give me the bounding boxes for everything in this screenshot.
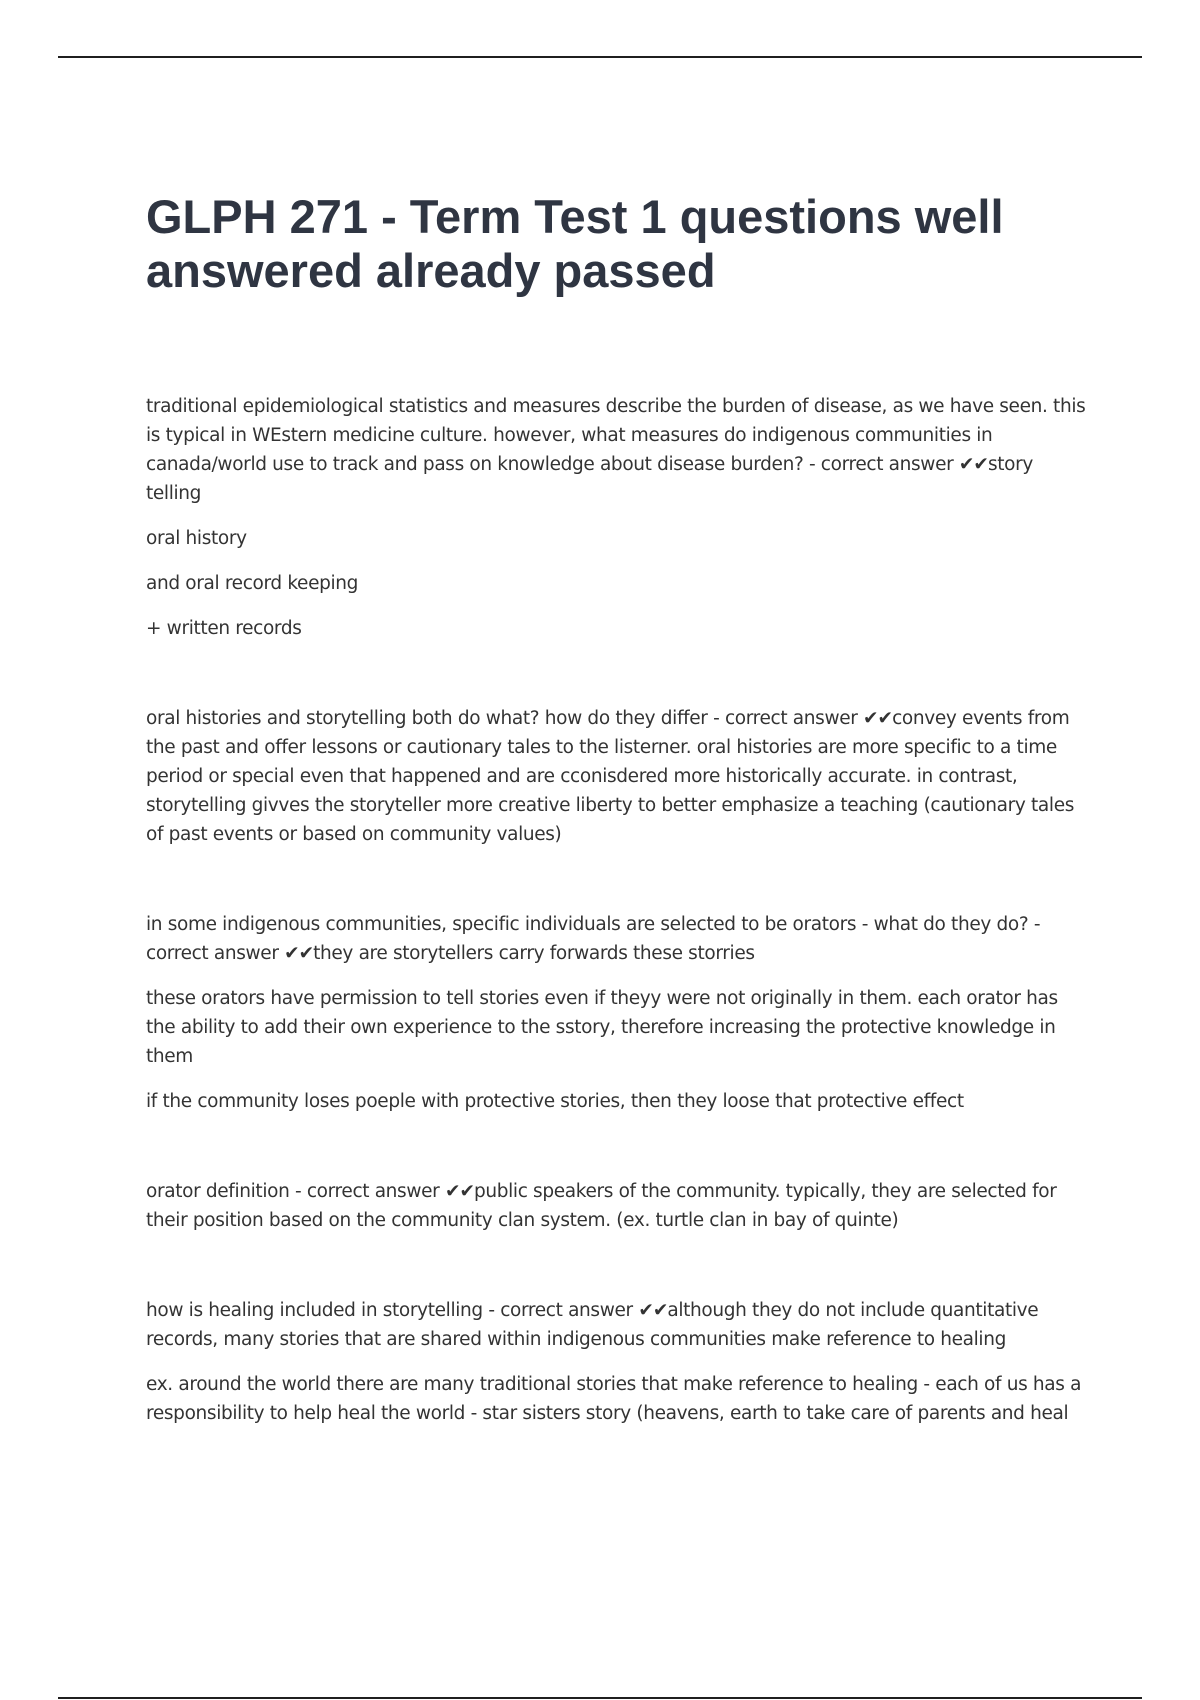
qa-item [146, 1296, 1086, 1428]
check-marks: ✔✔ [958, 454, 988, 475]
check-marks: ✔✔ [638, 1300, 668, 1321]
check-marks: ✔✔ [444, 1181, 474, 1202]
answer-text: although they do not include quantitative records, many stories that are shared within indigenous communities make reference to healing [146, 1300, 1039, 1350]
top-rule [58, 56, 1142, 58]
answer-extra: + written records [146, 618, 302, 639]
answer-text: convey events from the past and offer lessons or cautionary tales to the listerner. oral histories are more specific to a time period or special even that happened and are cconisdered more historically accurate. in contrast, storytelling givves the storyteller more creative liberty to better emphasize a teaching (cautionary tales of past events or based on community values) [146, 708, 1075, 845]
check-marks: ✔✔ [863, 708, 893, 729]
qa-item [146, 1177, 1086, 1235]
answer-text: story telling [146, 454, 1033, 504]
answer-text: public speakers of the community. typically, they are selected for their position based on the community clan system. (ex. turtle clan in bay of quinte) [146, 1181, 1057, 1231]
question-text: traditional epidemiological statistics and measures describe the burden of disease, as we have seen. this is typical in WEstern medicine culture. however, what measures do indigenous communities in canada/world use to track and pass on knowledge about disease burden? - correct answer [146, 396, 1086, 475]
question-text: oral histories and storytelling both do what? how do they differ - correct answer [146, 708, 864, 729]
question-text: in some indigenous communities, specific individuals are selected to be orators - what do they do? - correct answer [146, 914, 1041, 964]
question-text: orator definition - correct answer [146, 1181, 445, 1202]
qa-item [146, 910, 1086, 1116]
answer-extra: oral history [146, 528, 247, 549]
qa-list [146, 392, 1086, 1489]
answer-extra: these orators have permission to tell stories even if theyy were not originally in them. each orator has the ability to add their own experience to the sstory, therefore increasing the protective knowledge in them [146, 988, 1058, 1067]
qa-question-answer [146, 392, 1086, 508]
answer-extra: ex. around the world there are many traditional stories that make reference to healing - each of us has a responsibility to help heal the world - star sisters story (heavens, earth to take care of parents and heal [146, 1374, 1082, 1424]
qa-question-answer [146, 1296, 1086, 1354]
qa-question-answer [146, 910, 1086, 968]
answer-extra: if the community loses poeple with protective stories, then they loose that protective effect [146, 1091, 964, 1112]
qa-question-answer [146, 1177, 1086, 1235]
question-text: how is healing included in storytelling - correct answer [146, 1300, 639, 1321]
bottom-rule [58, 1697, 1142, 1699]
qa-question-answer [146, 704, 1086, 849]
answer-extra: and oral record keeping [146, 573, 359, 594]
qa-item [146, 704, 1086, 849]
document-title: GLPH 271 - Term Test 1 questions well answered already passed [146, 190, 1004, 297]
answer-text: they are storytellers carry forwards these storries [313, 943, 755, 964]
qa-item [146, 392, 1086, 643]
check-marks: ✔✔ [284, 943, 314, 964]
